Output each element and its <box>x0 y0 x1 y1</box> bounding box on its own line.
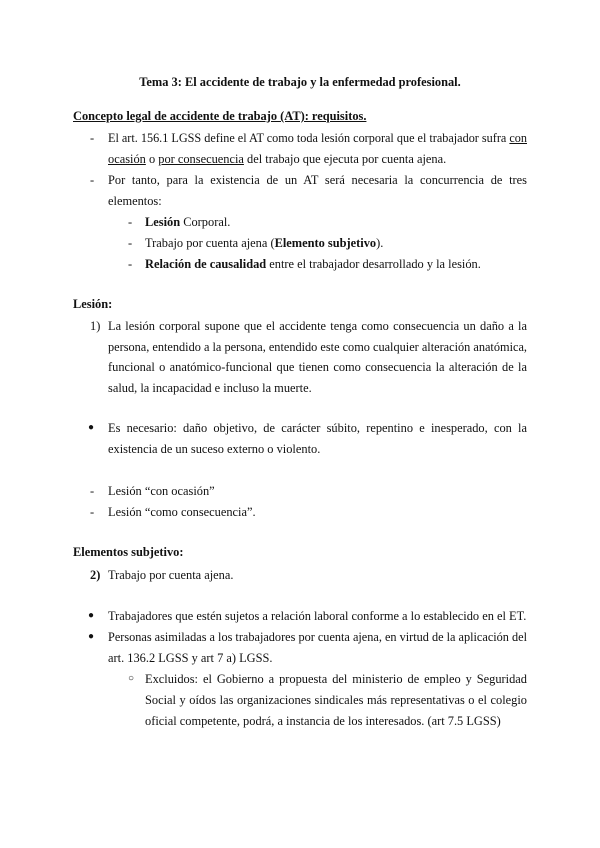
paragraph-line: oficial competente, podrá, a instancia de los interesados. (art 7.5 LGSS) <box>145 714 501 728</box>
paragraph-line: ocasión o por consecuencia del trabajo que ejecuta por cuenta ajena. <box>108 152 447 166</box>
paragraph-line: funcional o anatómico-funcional que tienen como consecuencia la alteración de la <box>108 360 527 374</box>
section-heading-elementos: Elementos subjetivo: <box>73 545 184 559</box>
list-item: Lesión “con ocasión” <box>108 484 215 498</box>
circle-bullet-marker: ○ <box>128 673 135 684</box>
document-title: Tema 3: El accidente de trabajo y la enfermedad profesional. <box>139 75 461 89</box>
bullet-marker: ● <box>88 422 95 433</box>
paragraph-line: El art. 156.1 LGSS define el AT como toda lesión corporal que el trabajador sufra con <box>108 131 527 145</box>
paragraph-line: La lesión corporal supone que el accidente tenga como consecuencia un daño a la <box>108 319 527 333</box>
dash-marker: - <box>90 505 95 519</box>
sub-item-trabajo: Trabajo por cuenta ajena (Elemento subjetivo). <box>145 236 384 250</box>
dash-marker: - <box>128 257 133 271</box>
dash-marker: - <box>90 173 95 187</box>
dash-marker: - <box>128 215 133 229</box>
sub-item-lesion: Lesión Corporal. <box>145 215 231 229</box>
paragraph-line: art. 136.2 LGSS y art 7 a) LGSS. <box>108 651 273 665</box>
paragraph-line: existencia de un suceso externo o violento. <box>108 442 321 456</box>
section-heading-lesion: Lesión: <box>73 297 113 311</box>
paragraph-line: persona, entendido a la persona, entendido este como cualquier alteración anatómica, <box>108 340 527 354</box>
section-heading-concepto: Concepto legal de accidente de trabajo (AT): requisitos. <box>73 109 367 123</box>
bullet-marker: ● <box>88 610 95 621</box>
list-item: Trabajo por cuenta ajena. <box>108 568 234 582</box>
paragraph-line: elementos: <box>108 194 162 208</box>
paragraph-line: Excluidos: el Gobierno a propuesta del ministerio de empleo y Seguridad <box>145 672 527 686</box>
number-marker: 1) <box>90 319 101 333</box>
paragraph-line: Social y oídos las organizaciones sindicales más representativas o el colegio <box>145 693 527 707</box>
list-item: Trabajadores que estén sujetos a relación laboral conforme a lo establecido en el ET. <box>108 609 527 623</box>
bullet-marker: ● <box>88 631 95 642</box>
list-item: Lesión “como consecuencia”. <box>108 505 256 519</box>
paragraph-line: Por tanto, para la existencia de un AT será necesaria la concurrencia de tres <box>108 173 527 187</box>
dash-marker: - <box>90 131 95 145</box>
paragraph-line: Es necesario: daño objetivo, de carácter súbito, repentino e inesperado, con la <box>108 421 527 435</box>
paragraph-line: Personas asimiladas a los trabajadores por cuenta ajena, en virtud de la aplicación del <box>108 630 527 644</box>
paragraph-line: salud, la incapacidad e incluso la muerte. <box>108 381 312 395</box>
number-marker: 2) <box>90 568 101 582</box>
sub-item-causalidad: Relación de causalidad entre el trabajador desarrollado y la lesión. <box>145 257 481 271</box>
dash-marker: - <box>128 236 133 250</box>
dash-marker: - <box>90 484 95 498</box>
